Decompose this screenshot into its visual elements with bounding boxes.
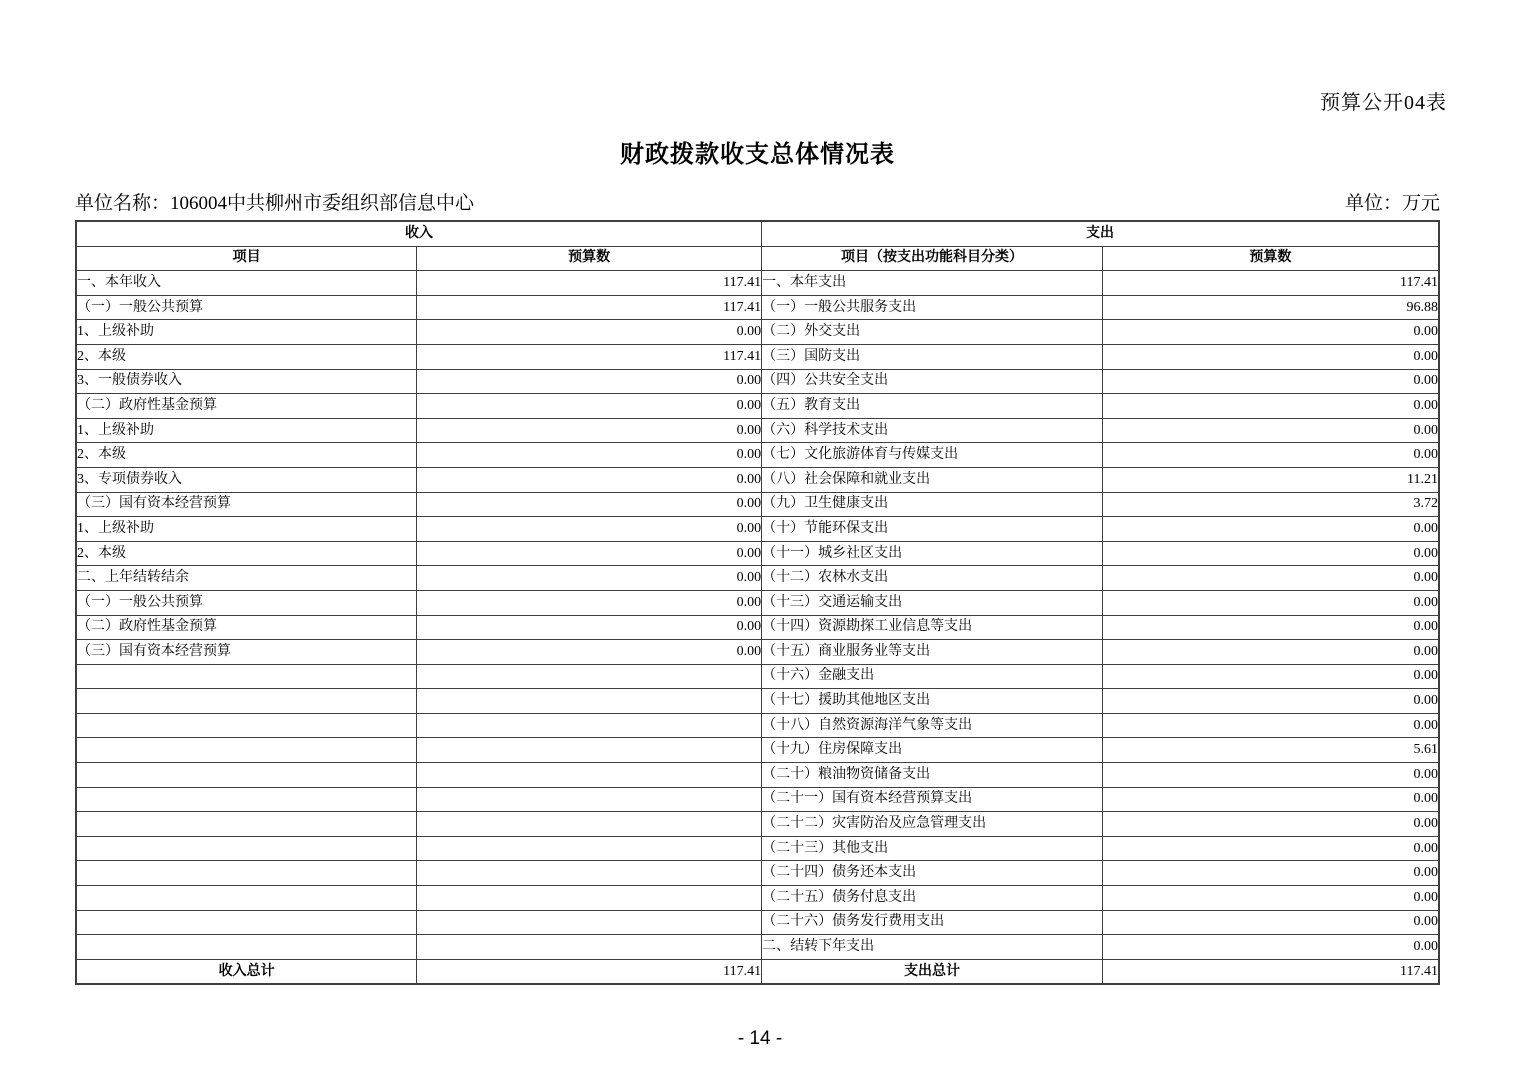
table-row — [76, 467, 1439, 492]
income-value-cell — [417, 713, 762, 738]
income-value-cell: 0.00 — [417, 640, 762, 665]
expense-item-cell: （二十一）国有资本经营预算支出 — [762, 787, 1103, 812]
expense-item-cell: （十）节能环保支出 — [762, 517, 1103, 542]
expense-item-cell: （一）一般公共服务支出 — [762, 295, 1103, 320]
income-item-cell — [76, 664, 417, 689]
unit-measure-label: 单位：万元 — [1344, 193, 1440, 214]
expense-total-value: 117.41 — [1102, 959, 1439, 984]
expense-value-cell: 117.41 — [1102, 271, 1439, 296]
group-header-row — [76, 221, 1439, 246]
expense-item-cell: （二十）粮油物资储备支出 — [762, 763, 1103, 788]
expense-value-cell: 0.00 — [1102, 664, 1439, 689]
expense-value-cell: 0.00 — [1102, 418, 1439, 443]
form-number-label: 预算公开04表 — [1320, 92, 1447, 114]
page-title: 财政拨款收支总体情况表 — [620, 142, 895, 168]
income-item-cell: （三）国有资本经营预算 — [76, 640, 417, 665]
table-row — [76, 861, 1439, 886]
income-value-cell — [417, 861, 762, 886]
table-row — [76, 566, 1439, 591]
income-value-cell: 0.00 — [417, 590, 762, 615]
table-row — [76, 713, 1439, 738]
income-item-cell: 2、本级 — [76, 344, 417, 369]
income-value-cell: 0.00 — [417, 615, 762, 640]
income-value-cell — [417, 689, 762, 714]
expense-item-column-header: 项目（按支出功能科目分类） — [762, 246, 1103, 271]
budget-table — [75, 220, 1440, 985]
expense-value-cell: 0.00 — [1102, 443, 1439, 468]
income-value-cell: 117.41 — [417, 271, 762, 296]
table-row — [76, 886, 1439, 911]
unit-name-label: 单位名称：106004中共柳州市委组织部信息中心 — [75, 193, 475, 214]
expense-item-cell: （十四）资源勘探工业信息等支出 — [762, 615, 1103, 640]
income-item-cell: 2、本级 — [76, 443, 417, 468]
expense-value-cell: 0.00 — [1102, 344, 1439, 369]
income-item-column-header: 项目 — [76, 246, 417, 271]
expense-value-cell: 0.00 — [1102, 640, 1439, 665]
expense-budget-column-header: 预算数 — [1102, 246, 1439, 271]
income-value-cell: 0.00 — [417, 566, 762, 591]
income-item-cell: 3、一般债券收入 — [76, 369, 417, 394]
table-row — [76, 517, 1439, 542]
expense-item-cell: （九）卫生健康支出 — [762, 492, 1103, 517]
table-row — [76, 590, 1439, 615]
meta-row — [75, 188, 1440, 215]
income-value-cell — [417, 935, 762, 960]
expense-item-cell: 二、结转下年支出 — [762, 935, 1103, 960]
expense-value-cell: 0.00 — [1102, 590, 1439, 615]
table-row — [76, 935, 1439, 960]
expense-item-cell: （八）社会保障和就业支出 — [762, 467, 1103, 492]
expense-value-cell: 0.00 — [1102, 517, 1439, 542]
income-item-cell: （二）政府性基金预算 — [76, 394, 417, 419]
income-value-cell — [417, 787, 762, 812]
expense-item-cell: 一、本年支出 — [762, 271, 1103, 296]
expense-value-cell: 0.00 — [1102, 689, 1439, 714]
expense-value-cell: 3.72 — [1102, 492, 1439, 517]
income-value-cell — [417, 812, 762, 837]
income-value-cell — [417, 886, 762, 911]
income-budget-column-header: 预算数 — [417, 246, 762, 271]
income-item-cell — [76, 812, 417, 837]
table-row — [76, 836, 1439, 861]
income-item-cell — [76, 836, 417, 861]
table-row — [76, 812, 1439, 837]
income-value-cell: 0.00 — [417, 418, 762, 443]
expense-item-cell: （十三）交通运输支出 — [762, 590, 1103, 615]
table-row — [76, 541, 1439, 566]
income-item-cell: 3、专项债券收入 — [76, 467, 417, 492]
table-row — [76, 615, 1439, 640]
income-value-cell — [417, 910, 762, 935]
income-value-cell: 117.41 — [417, 295, 762, 320]
table-row — [76, 738, 1439, 763]
income-value-cell: 0.00 — [417, 467, 762, 492]
expense-item-cell: （二十四）债务还本支出 — [762, 861, 1103, 886]
table-header — [76, 221, 1439, 271]
table-row — [76, 369, 1439, 394]
income-total-label: 收入总计 — [76, 959, 417, 984]
income-value-cell — [417, 664, 762, 689]
page-number: - 14 - — [737, 1028, 783, 1049]
income-value-cell — [417, 763, 762, 788]
income-total-value: 117.41 — [417, 959, 762, 984]
table-row — [76, 443, 1439, 468]
income-item-cell: 二、上年结转结余 — [76, 566, 417, 591]
income-item-cell: 2、本级 — [76, 541, 417, 566]
income-item-cell — [76, 910, 417, 935]
table-row — [76, 910, 1439, 935]
expense-item-cell: （十六）金融支出 — [762, 664, 1103, 689]
expense-value-cell: 0.00 — [1102, 566, 1439, 591]
expense-value-cell: 0.00 — [1102, 615, 1439, 640]
table-row — [76, 640, 1439, 665]
table-row — [76, 492, 1439, 517]
income-item-cell: （三）国有资本经营预算 — [76, 492, 417, 517]
expense-total-label: 支出总计 — [762, 959, 1103, 984]
income-value-cell: 0.00 — [417, 517, 762, 542]
table-row — [76, 344, 1439, 369]
income-value-cell: 0.00 — [417, 443, 762, 468]
income-value-cell — [417, 738, 762, 763]
expense-value-cell: 0.00 — [1102, 861, 1439, 886]
income-group-header: 收入 — [76, 221, 762, 246]
income-item-cell: 1、上级补助 — [76, 517, 417, 542]
table-body — [76, 271, 1439, 960]
table-row — [76, 763, 1439, 788]
income-item-cell: （一）一般公共预算 — [76, 590, 417, 615]
expense-item-cell: （六）科学技术支出 — [762, 418, 1103, 443]
income-item-cell — [76, 689, 417, 714]
expense-value-cell: 5.61 — [1102, 738, 1439, 763]
table-row — [76, 320, 1439, 345]
expense-value-cell: 0.00 — [1102, 886, 1439, 911]
expense-value-cell: 0.00 — [1102, 910, 1439, 935]
income-item-cell — [76, 861, 417, 886]
expense-value-cell: 0.00 — [1102, 320, 1439, 345]
income-item-cell — [76, 886, 417, 911]
income-item-cell: 一、本年收入 — [76, 271, 417, 296]
expense-item-cell: （二十五）债务付息支出 — [762, 886, 1103, 911]
table-row — [76, 418, 1439, 443]
expense-value-cell: 0.00 — [1102, 541, 1439, 566]
table-row — [76, 271, 1439, 296]
income-value-cell: 117.41 — [417, 344, 762, 369]
expense-value-cell: 11.21 — [1102, 467, 1439, 492]
expense-item-cell: （十七）援助其他地区支出 — [762, 689, 1103, 714]
expense-item-cell: （七）文化旅游体育与传媒支出 — [762, 443, 1103, 468]
income-value-cell: 0.00 — [417, 492, 762, 517]
table-row — [76, 787, 1439, 812]
income-item-cell — [76, 763, 417, 788]
expense-item-cell: （二十六）债务发行费用支出 — [762, 910, 1103, 935]
income-value-cell — [417, 836, 762, 861]
table-row — [76, 394, 1439, 419]
expense-value-cell: 0.00 — [1102, 763, 1439, 788]
expense-value-cell: 96.88 — [1102, 295, 1439, 320]
table-row — [76, 689, 1439, 714]
income-value-cell: 0.00 — [417, 369, 762, 394]
expense-item-cell: （十二）农林水支出 — [762, 566, 1103, 591]
income-value-cell: 0.00 — [417, 394, 762, 419]
column-header-row — [76, 246, 1439, 271]
expense-item-cell: （十八）自然资源海洋气象等支出 — [762, 713, 1103, 738]
total-row — [76, 959, 1439, 984]
expense-value-cell: 0.00 — [1102, 787, 1439, 812]
income-item-cell: 1、上级补助 — [76, 418, 417, 443]
income-item-cell — [76, 935, 417, 960]
expenditure-group-header: 支出 — [762, 221, 1439, 246]
income-value-cell: 0.00 — [417, 541, 762, 566]
expense-item-cell: （二十二）灾害防治及应急管理支出 — [762, 812, 1103, 837]
table-row — [76, 295, 1439, 320]
expense-value-cell: 0.00 — [1102, 369, 1439, 394]
expense-value-cell: 0.00 — [1102, 394, 1439, 419]
income-item-cell — [76, 787, 417, 812]
expense-value-cell: 0.00 — [1102, 836, 1439, 861]
expense-item-cell: （十五）商业服务业等支出 — [762, 640, 1103, 665]
income-item-cell: 1、上级补助 — [76, 320, 417, 345]
income-item-cell — [76, 738, 417, 763]
income-item-cell: （一）一般公共预算 — [76, 295, 417, 320]
expense-item-cell: （十一）城乡社区支出 — [762, 541, 1103, 566]
income-value-cell: 0.00 — [417, 320, 762, 345]
income-item-cell — [76, 713, 417, 738]
expense-item-cell: （五）教育支出 — [762, 394, 1103, 419]
income-item-cell: （二）政府性基金预算 — [76, 615, 417, 640]
expense-item-cell: （三）国防支出 — [762, 344, 1103, 369]
expense-value-cell: 0.00 — [1102, 812, 1439, 837]
expense-item-cell: （四）公共安全支出 — [762, 369, 1103, 394]
expense-value-cell: 0.00 — [1102, 935, 1439, 960]
table-row — [76, 664, 1439, 689]
expense-value-cell: 0.00 — [1102, 713, 1439, 738]
expense-item-cell: （二）外交支出 — [762, 320, 1103, 345]
expense-item-cell: （十九）住房保障支出 — [762, 738, 1103, 763]
expense-item-cell: （二十三）其他支出 — [762, 836, 1103, 861]
table-footer — [76, 959, 1439, 984]
